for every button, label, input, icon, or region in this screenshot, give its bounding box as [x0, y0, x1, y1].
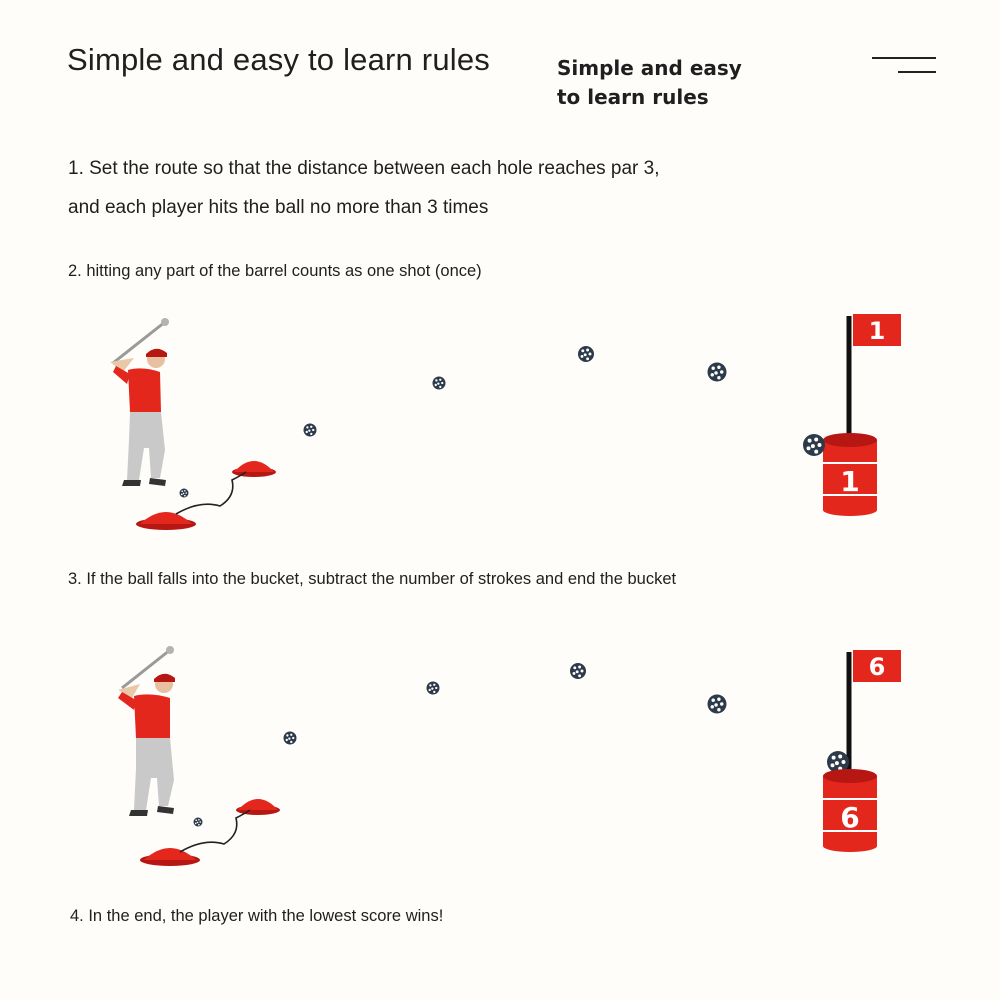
menu-line-bottom	[898, 71, 936, 73]
rule-1-line-1: 1. Set the route so that the distance between each hole reaches par 3,	[68, 158, 660, 179]
scene-2-illustration	[0, 640, 1000, 880]
cone-marker-near	[140, 848, 200, 866]
golf-ball-2	[427, 682, 440, 695]
rule-1-line-2: and each player hits the ball no more than 3 times	[68, 197, 489, 218]
rule-4: 4. In the end, the player with the lowest score wins!	[70, 907, 444, 925]
hamburger-menu-icon[interactable]	[868, 52, 940, 78]
golfer-figure	[118, 646, 175, 816]
rule-3: 3. If the ball falls into the bucket, subtract the number of strokes and end the bucket	[68, 570, 677, 588]
golf-ball-4	[708, 695, 727, 714]
cone-rope	[180, 810, 250, 852]
golf-ball-2	[433, 377, 446, 390]
cone-marker-far	[232, 461, 276, 477]
scene-1-illustration	[0, 300, 1000, 540]
golfer-figure	[110, 318, 169, 486]
rule-2: 2. hitting any part of the barrel counts as one shot (once)	[68, 262, 482, 280]
target-bucket	[823, 769, 877, 852]
hole-flag	[849, 314, 901, 440]
target-bucket	[823, 433, 877, 516]
hole-flag	[849, 650, 901, 776]
flag-number: 1	[868, 317, 886, 345]
golf-ball-3	[578, 346, 594, 362]
golf-ball-4	[708, 363, 727, 382]
golf-ball-1	[284, 732, 297, 745]
golf-ball-1	[304, 424, 317, 437]
cone-marker-near	[136, 512, 196, 530]
golf-ball-3	[570, 663, 586, 679]
page-title: Simple and easy to learn rules	[67, 42, 491, 77]
golf-ball-tee	[180, 489, 189, 498]
subtitle-line-1: Simple and easy	[557, 56, 742, 80]
page-subtitle	[557, 54, 757, 112]
golf-ball-hitting-bucket	[803, 434, 825, 456]
bucket-number: 6	[840, 801, 860, 834]
flag-number: 6	[868, 653, 886, 681]
bucket-number: 1	[840, 465, 860, 498]
menu-line-top	[872, 57, 936, 59]
cone-marker-far	[236, 799, 280, 815]
golf-ball-tee	[194, 818, 203, 827]
subtitle-line-2: to learn rules	[557, 85, 709, 109]
